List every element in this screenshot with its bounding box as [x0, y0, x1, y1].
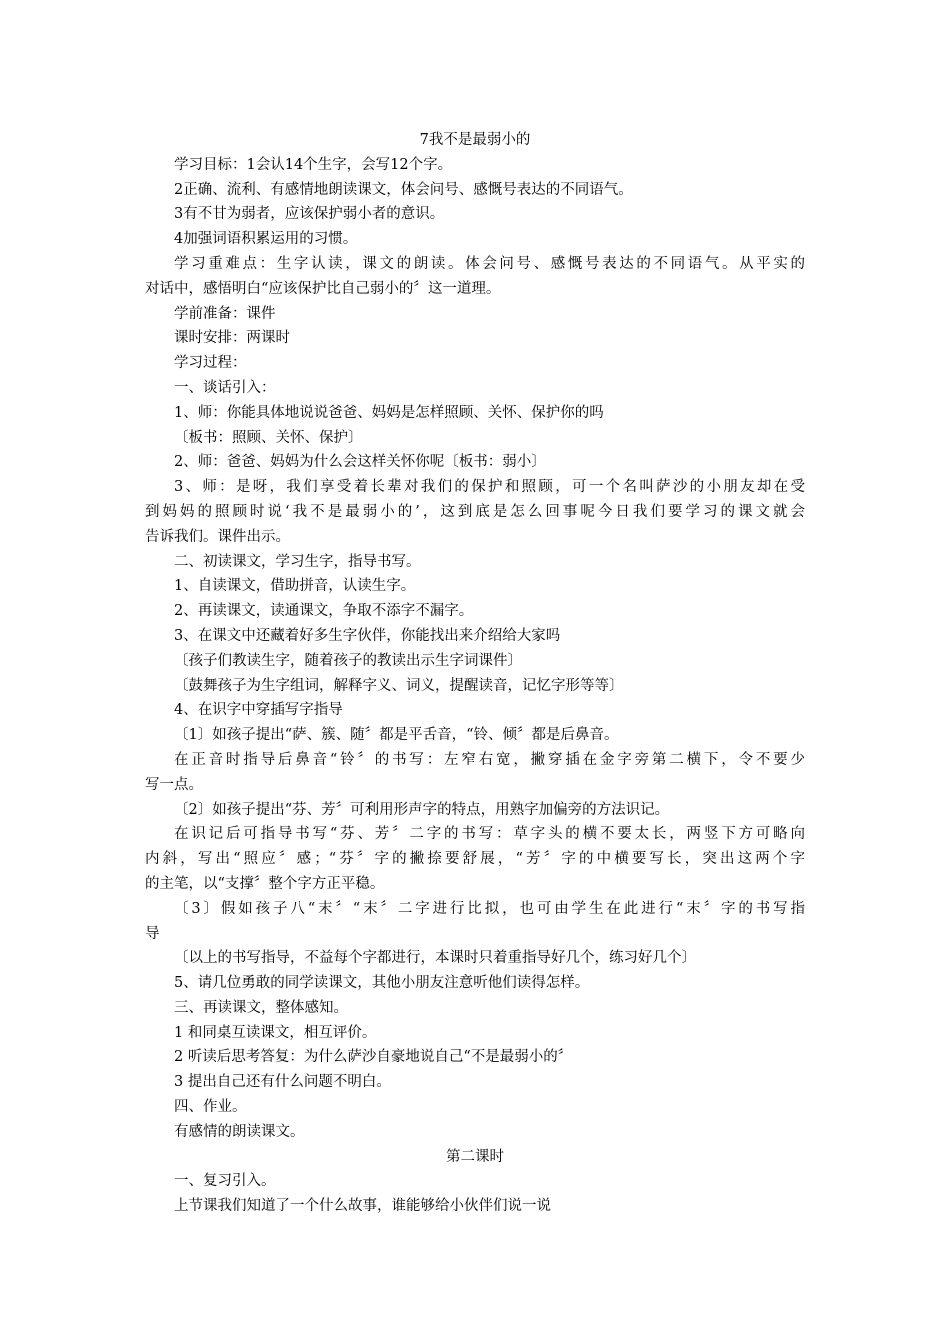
text-line: 3有不甘为弱者，应该保护弱小者的意识。: [174, 206, 445, 223]
text-line: 的主笔，以“支撑〞整个字方正平稳。: [145, 875, 385, 892]
text-line: 一、谈话引入：: [174, 379, 276, 396]
text-line: 内斜，写出“照应〞感；“芬〞字的撇捺要舒展，“芳〞字的中横要写长，突出这两个字: [145, 851, 805, 868]
lesson-one-body: [145, 153, 805, 1145]
text-line: 4、在识字中穿插写字指导: [174, 702, 343, 719]
text-line: 课时安排：两课时: [174, 330, 290, 347]
text-line: 〔孩子们教读生字，随着孩子的教读出示生字词课件〕: [174, 652, 522, 669]
text-line: 〔3〕假如孩子八“末〞“末〞二字进行比拟，也可由学生在此进行“末〞字的书写指: [174, 900, 805, 917]
lesson-two-body: [145, 1169, 805, 1219]
text-line: 告诉我们。课件出示。: [145, 528, 290, 545]
text-line: 有感情的朗读课文。: [174, 1123, 305, 1140]
section-heading: 第二课时: [446, 1148, 504, 1165]
text-line: 〔以上的书写指导，不益每个字都进行，本课时只着重指导好几个，练习好几个〕: [174, 950, 696, 967]
text-line: 〔2〕如孩子提出“芬、芳〞可利用形声字的特点，用熟字加偏旁的方法识记。: [174, 801, 670, 818]
text-line: 对话中，感悟明白“应该保护比自己弱小的〞这一道理。: [145, 280, 501, 297]
text-line: 3、在课文中还藏着好多生字伙伴，你能找出来介绍给大家吗: [174, 627, 561, 644]
text-line: 到妈妈的照顾时说‘我不是最弱小的’，这到底是怎么回事呢今日我们要学习的课文就会: [145, 503, 805, 520]
document-page: [145, 128, 805, 1219]
text-line: 〔鼓舞孩子为生字组词，解释字义、词义，提醒读音，记忆字形等等〕: [174, 677, 624, 694]
text-line: 2、师：爸爸、妈妈为什么会这样关怀你呢〔板书：弱小〕: [174, 454, 546, 471]
text-line: 导: [145, 925, 160, 942]
text-line: 3 提出自己还有什么问题不明白。: [174, 1074, 391, 1091]
text-line: 3、师：是呀，我们享受着长辈对我们的保护和照顾，可一个名叫萨沙的小朋友却在受: [174, 479, 805, 496]
text-line: 学前准备：课件: [174, 305, 276, 322]
document-title: 7我不是最弱小的: [419, 132, 531, 148]
text-line: 〔1〕如孩子提出“萨、簇、随〞都是平舌音，“铃、倾〞都是后鼻音。: [174, 727, 619, 744]
text-line: 〔板书：照顾、关怀、保护〕: [174, 429, 363, 446]
text-line: 2正确、流利、有感情地朗读课文，体会问号、感慨号表达的不同语气。: [174, 181, 633, 198]
text-line: 在正音时指导后鼻音“铃〞的书写：左窄右宽，撇穿插在金字旁第二横下，令不要少: [174, 751, 805, 768]
text-line: 二、初读课文，学习生字，指导书写。: [174, 553, 421, 570]
text-line: 学习重难点：生字认读，课文的朗读。体会问号、感慨号表达的不同语气。从平实的: [174, 255, 805, 272]
text-line: 四、作业。: [174, 1099, 247, 1116]
text-line: 1、自读课文，借助拼音，认读生字。: [174, 578, 416, 595]
text-line: 2 听读后思考答复：为什么萨沙自豪地说自己“不是最弱小的〞: [174, 1049, 573, 1066]
text-line: 写一点。: [145, 776, 203, 793]
text-line: 上节课我们知道了一个什么故事，谁能够给小伙伴们说一说: [174, 1198, 551, 1215]
text-line: 4加强词语积累运用的习惯。: [174, 231, 358, 248]
text-line: 在识记后可指导书写“芬、芳〞二字的书写：草字头的横不要太长，两竖下方可略向: [174, 826, 805, 843]
text-line: 学习目标：1会认14个生字，会写12个字。: [174, 156, 453, 173]
text-line: 1 和同桌互读课文，相互评价。: [174, 1024, 377, 1041]
text-line: 2、再读课文，读通课文，争取不添字不漏字。: [174, 603, 474, 620]
text-line: 1、师：你能具体地说说爸爸、妈妈是怎样照顾、关怀、保护你的吗: [174, 404, 604, 421]
text-line: 学习过程：: [174, 355, 247, 372]
text-line: 一、复习引入。: [174, 1173, 276, 1190]
text-line: 三、再读课文，整体感知。: [174, 999, 348, 1016]
text-line: 5、请几位勇敢的同学读课文，其他小朋友注意听他们读得怎样。: [174, 975, 590, 992]
